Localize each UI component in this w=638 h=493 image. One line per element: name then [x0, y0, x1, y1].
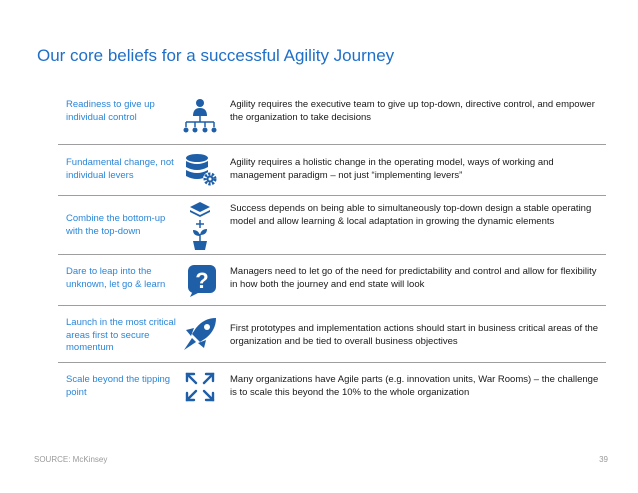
question-mark-icon [180, 261, 220, 301]
belief-label: Readiness to give up individual control [66, 99, 155, 123]
belief-row [58, 255, 606, 306]
belief-label: Scale beyond the tipping point [66, 374, 171, 398]
belief-row [58, 306, 606, 363]
page-number: 39 [599, 455, 608, 464]
belief-description: Managers need to let go of the need for predictability and control and allow for flexibility in how both the journey and end state will look [230, 266, 597, 290]
belief-row [58, 196, 606, 255]
belief-row [58, 145, 606, 196]
svg-text:?: ? [195, 268, 209, 293]
belief-description: Agility requires the executive team to give up top-down, directive control, and empower the organization to take decisions [230, 99, 595, 123]
source-note: SOURCE: McKinsey [34, 455, 108, 464]
belief-label: Fundamental change, not individual levers [66, 157, 174, 181]
belief-row [58, 88, 606, 145]
belief-description: Agility requires a holistic change in the operating model, ways of working and management paradigm – not just “implementing levers” [230, 157, 554, 181]
belief-label: Combine the bottom-up with the top-down [66, 213, 166, 237]
belief-description: Many organizations have Agile parts (e.g. innovation units, War Rooms) – the challenge is to scale this beyond the 10% to the whole organization [230, 374, 599, 398]
expand-arrows-icon [180, 367, 220, 407]
belief-label: Launch in the most critical areas first to secure momentum [66, 317, 176, 353]
page-title: Our core beliefs for a successful Agility Journey [37, 46, 395, 65]
database-gear-icon [180, 150, 220, 190]
belief-row [58, 363, 606, 405]
org-hierarchy-icon [180, 96, 220, 136]
layers-plus-plant-icon [180, 200, 220, 252]
beliefs-table [58, 88, 606, 405]
belief-description: First prototypes and implementation actions should start in business critical areas of the organization and be tied to overall business objectives [230, 323, 599, 347]
belief-description: Success depends on being able to simultaneously top-down design a stable operating model and allow learning & local adaptation in growing the dynamic elements [230, 203, 592, 227]
belief-label: Dare to leap into the unknown, let go & learn [66, 266, 166, 290]
rocket-icon [180, 314, 220, 354]
